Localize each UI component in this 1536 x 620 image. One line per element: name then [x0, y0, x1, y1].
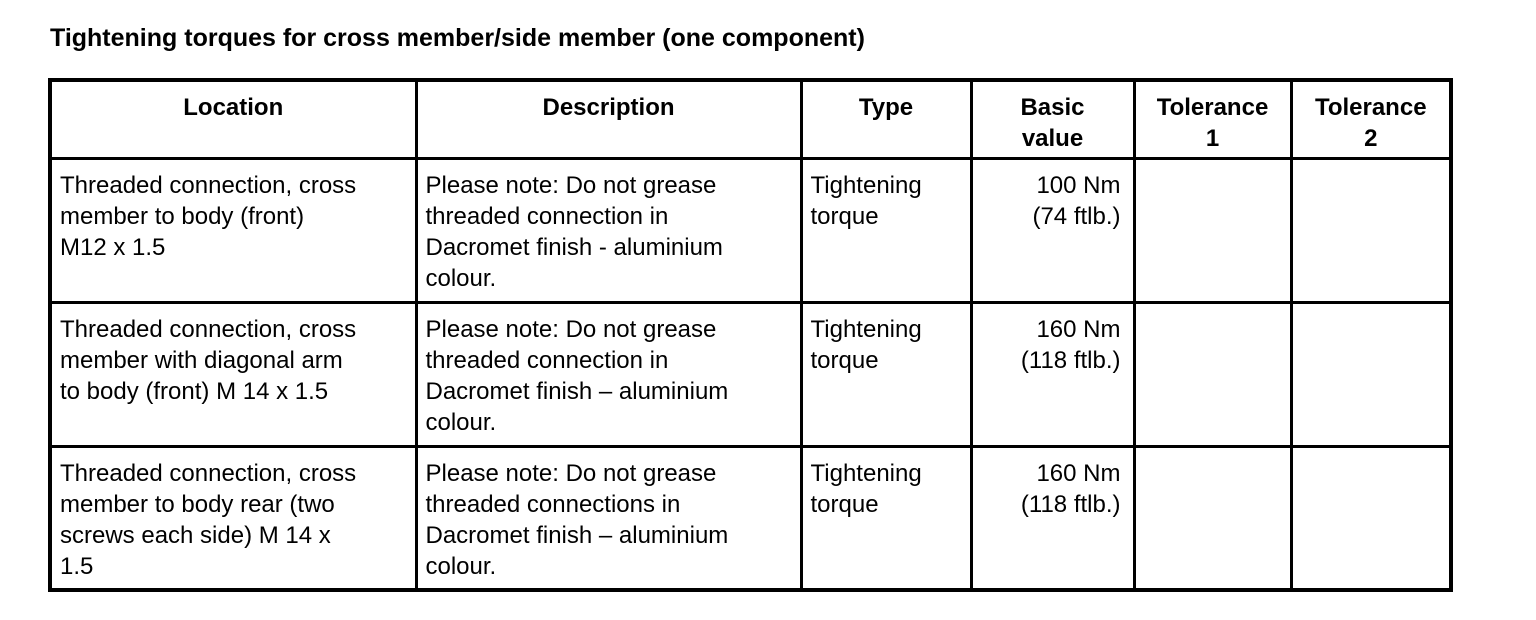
cell-location: Threaded connection, cross member to body (front) M12 x 1.5	[50, 158, 416, 302]
cell-basic-value: 160 Nm (118 ftlb.)	[971, 302, 1134, 446]
document-title: Tightening torques for cross member/side member (one component)	[50, 24, 865, 52]
cell-type: Tightening torque	[801, 446, 971, 590]
table-row	[50, 446, 1451, 590]
header-tolerance-2: Tolerance 2	[1291, 80, 1451, 158]
header-description: Description	[416, 80, 801, 158]
header-tolerance-1: Tolerance 1	[1134, 80, 1291, 158]
header-location: Location	[50, 80, 416, 158]
cell-description: Please note: Do not grease threaded connections in Dacromet finish – aluminium colour.	[416, 446, 801, 590]
table-row	[50, 302, 1451, 446]
cell-tolerance-2	[1291, 158, 1451, 302]
cell-tolerance-2	[1291, 302, 1451, 446]
table-header-row	[50, 80, 1451, 158]
cell-tolerance-1	[1134, 302, 1291, 446]
cell-description: Please note: Do not grease threaded connection in Dacromet finish - aluminium colour.	[416, 158, 801, 302]
cell-description: Please note: Do not grease threaded connection in Dacromet finish – aluminium colour.	[416, 302, 801, 446]
torque-table	[48, 78, 1453, 592]
cell-tolerance-1	[1134, 158, 1291, 302]
cell-type: Tightening torque	[801, 158, 971, 302]
cell-tolerance-1	[1134, 446, 1291, 590]
header-type: Type	[801, 80, 971, 158]
cell-location: Threaded connection, cross member to body rear (two screws each side) M 14 x 1.5	[50, 446, 416, 590]
cell-basic-value: 100 Nm (74 ftlb.)	[971, 158, 1134, 302]
table-row	[50, 158, 1451, 302]
header-basic-value: Basic value	[971, 80, 1134, 158]
cell-location: Threaded connection, cross member with diagonal arm to body (front) M 14 x 1.5	[50, 302, 416, 446]
cell-type: Tightening torque	[801, 302, 971, 446]
cell-basic-value: 160 Nm (118 ftlb.)	[971, 446, 1134, 590]
cell-tolerance-2	[1291, 446, 1451, 590]
